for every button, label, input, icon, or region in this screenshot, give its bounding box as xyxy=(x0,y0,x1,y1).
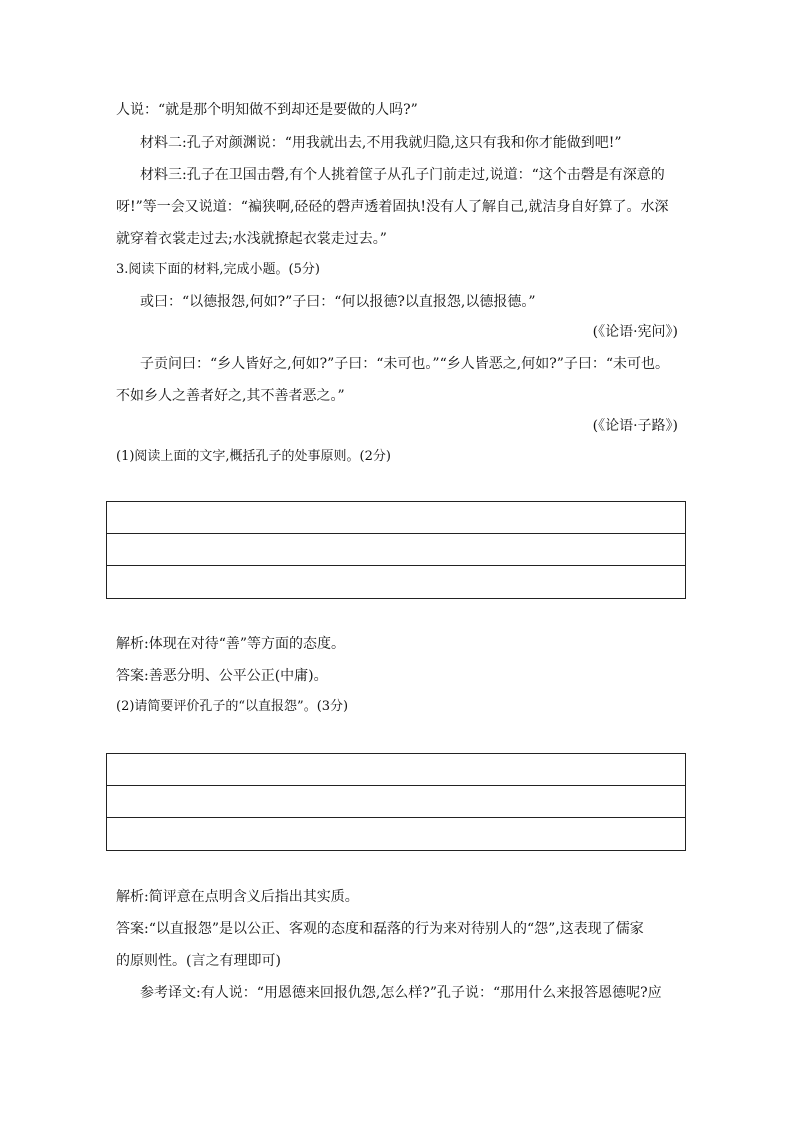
answer-line[interactable] xyxy=(107,818,685,850)
answer-line[interactable] xyxy=(107,786,685,818)
question-3-heading: 3.阅读下面的材料,完成小题。(5分) xyxy=(116,262,320,277)
answer-1: 答案:善恶分明、公平公正(中庸)。 xyxy=(116,668,328,684)
answer-box-1[interactable] xyxy=(106,501,686,599)
answer-line[interactable] xyxy=(107,566,685,598)
material-three-text-end: 就穿着衣裳走过去;水浅就撩起衣裳走过去。” xyxy=(116,231,387,247)
answer-box-2[interactable] xyxy=(106,753,686,851)
answer-line[interactable] xyxy=(107,502,685,534)
material-three-text: 材料三:孔子在卫国击磬,有个人挑着筐子从孔子门前走过,说道：“这个击磬是有深意的 xyxy=(140,167,665,183)
quote-zilu-cont: 不如乡人之善者好之,其不善者恶之。” xyxy=(116,388,345,404)
paragraph-text: 人说：“就是那个明知做不到却还是要做的人吗?” xyxy=(116,102,418,118)
material-three-text-cont: 呀!”等一会又说道：“褊狭啊,硁硁的磬声透着固执!没有人了解自己,就洁身自好算了。水深 xyxy=(116,199,669,215)
source-zilu: (《论语·子路》) xyxy=(592,418,678,434)
answer-line[interactable] xyxy=(107,534,685,566)
answer-2: 答案:“以直报怨”是以公正、客观的态度和磊落的行为来对待别人的“怨”,这表现了儒家 xyxy=(116,921,644,937)
source-xianwen: (《论语·宪问》) xyxy=(592,324,678,340)
subquestion-2: (2)请简要评价孔子的“以直报怨”。(3分) xyxy=(116,699,349,714)
quote-xianwen: 或曰：“以德报怨,何如?”子曰：“何以报德?以直报怨,以德报德。” xyxy=(140,294,536,310)
answer-2-cont: 的原则性。(言之有理即可) xyxy=(116,953,281,969)
analysis-2: 解析:简评意在点明含义后指出其实质。 xyxy=(116,889,359,905)
material-two-text: 材料二:孔子对颜渊说：“用我就出去,不用我就归隐,这只有我和你才能做到吧!” xyxy=(140,135,622,151)
reference-translation: 参考译文:有人说：“用恩德来回报仇怨,怎么样?”孔子说：“那用什么来报答恩德呢?应 xyxy=(140,985,662,1001)
answer-line[interactable] xyxy=(107,754,685,786)
quote-zilu: 子贡问曰：“乡人皆好之,何如?”子曰：“未可也。”“乡人皆恶之,何如?”子曰：“未可也。 xyxy=(140,356,670,372)
subquestion-1: (1)阅读上面的文字,概括孔子的处事原则。(2分) xyxy=(116,449,391,464)
analysis-1: 解析:体现在对待“善”等方面的态度。 xyxy=(116,636,346,652)
